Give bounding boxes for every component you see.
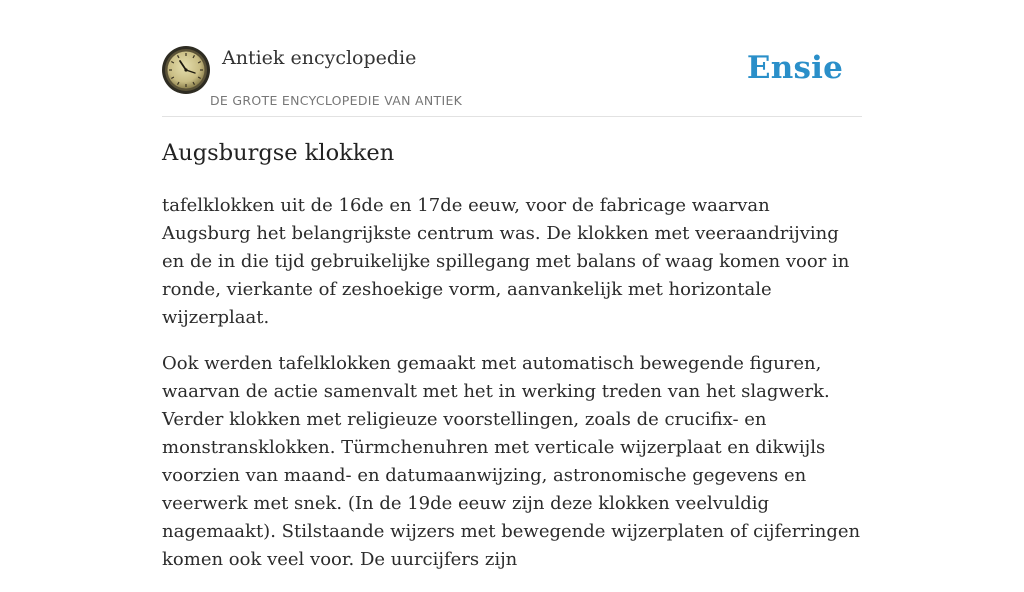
article-paragraph: Ook werden tafelklokken gemaakt met automatisch bewegende figuren, waarvan de actie samenvalt met het in werking treden van het slagwerk. Verder klokken met religieuze voorstellingen, zoals de crucifix- en monstransklokken. Türmchenuhren met verticale wijzerplaat en dikwijls voorzien van maand- en datumaanwijzing, astronomische gegevens en veerwerk met snek. (In de 19de eeuw zijn deze klokken veelvuldig nagemaakt). Stilstaande wijzers met bewegende wijzerplaten of cijferringen komen ook veel voor. De uurcijfers zijn bbox=[162, 353, 861, 570]
ensie-logo-link[interactable]: Ensie bbox=[746, 50, 843, 86]
site-header bbox=[162, 0, 862, 117]
site-subtitle: DE GROTE ENCYCLOPEDIE VAN ANTIEK bbox=[210, 93, 463, 108]
article-paragraph: tafelklokken uit de 16de en 17de eeuw, voor de fabricage waarvan Augsburg het belangrijkste centrum was. De klokken met veeraandrijving en de in die tijd gebruikelijke spillegang met balans of waag komen voor in ronde, vierkante of zeshoekige vorm, aanvankelijk met horizontale wijzerplaat. bbox=[162, 195, 850, 328]
antique-clock-icon[interactable] bbox=[162, 46, 210, 94]
site-name[interactable]: Antiek encyclopedie bbox=[222, 47, 417, 69]
article-title: Augsburgse klokken bbox=[162, 140, 395, 166]
article-body bbox=[162, 192, 862, 592]
